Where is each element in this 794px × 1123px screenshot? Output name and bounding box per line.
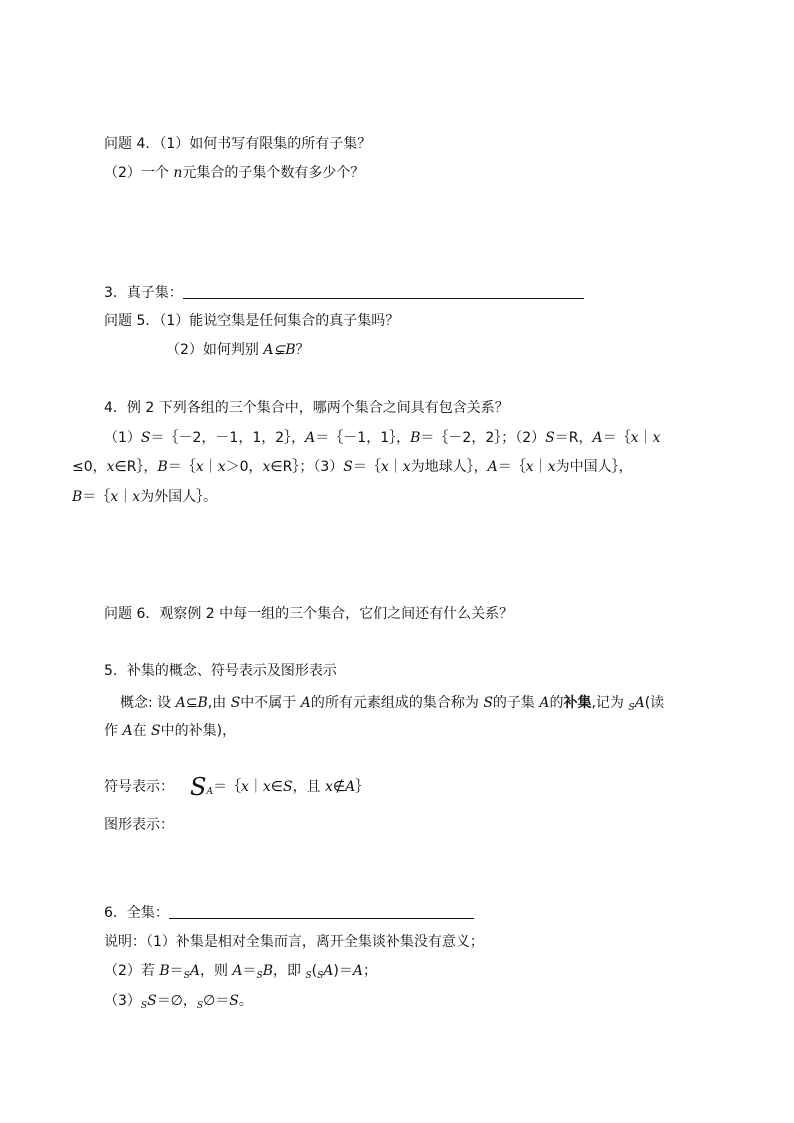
text-fragment: ⊆: [185, 695, 198, 711]
note-3: [104, 991, 253, 1016]
text-fragment: 为外国人｝。: [140, 489, 218, 505]
text-fragment: S: [140, 1001, 148, 1011]
text-fragment: ｜: [203, 459, 218, 475]
text-fragment: x: [240, 779, 249, 795]
text-fragment: 元集合的子集个数有多少个？: [182, 165, 365, 181]
text-fragment: ＝: [169, 963, 184, 979]
text-fragment: 图形表示：: [104, 817, 174, 833]
text-fragment: ｜: [118, 489, 133, 505]
text-fragment: x: [525, 459, 534, 475]
text-fragment: ＝｛－1，1｝，: [315, 430, 411, 446]
text-fragment: B: [410, 430, 421, 446]
text-fragment: ∈R｝，: [114, 459, 158, 475]
text-fragment: 问题 6．观察例 2 中每一组的三个集合，它们之间还有什么关系？: [104, 606, 514, 622]
text-fragment: A: [634, 695, 645, 711]
text-fragment: n: [173, 165, 183, 181]
text-fragment: B: [157, 459, 168, 475]
section-5-title: [104, 661, 337, 681]
complement-concept-line-2: [104, 721, 236, 741]
text-fragment: ∉: [332, 779, 346, 795]
text-fragment: 6．全集：: [104, 905, 169, 921]
text-fragment: B: [72, 489, 83, 505]
text-fragment: ，且: [292, 779, 326, 795]
text-fragment: x: [652, 430, 661, 446]
section-6-universal-set: [104, 903, 474, 923]
text-fragment: ∅＝: [203, 993, 230, 1009]
text-fragment: 符号表示：: [104, 779, 174, 795]
text-fragment: x: [630, 430, 639, 446]
text-fragment: A: [232, 963, 243, 979]
text-fragment: 4．例 2 下列各组的三个集合中，哪两个集合之间具有包含关系？: [104, 400, 509, 416]
text-fragment: ＝∅，: [156, 993, 197, 1009]
text-fragment: 在: [132, 723, 152, 739]
text-fragment: )＝: [333, 963, 353, 979]
note-2: [104, 961, 377, 986]
text-fragment: x: [380, 459, 389, 475]
text-fragment: ＝｛: [167, 459, 196, 475]
text-fragment: B: [262, 963, 273, 979]
text-fragment: S: [147, 993, 157, 1009]
text-fragment: ∈: [270, 779, 283, 795]
text-fragment: ＝: [242, 963, 257, 979]
text-fragment: S: [183, 971, 190, 981]
text-fragment: S: [545, 430, 555, 446]
text-fragment: S: [151, 723, 161, 739]
example-2-line-1: [104, 428, 660, 448]
text-fragment: ＝R，: [554, 430, 593, 446]
text-fragment: S: [229, 993, 239, 1009]
text-fragment: x: [110, 489, 119, 505]
text-fragment: B: [197, 695, 208, 711]
text-fragment: x: [547, 459, 556, 475]
fill-blank-line: [169, 904, 474, 919]
text-fragment: A⊊B: [263, 342, 296, 358]
text-fragment: x: [262, 779, 271, 795]
complement-concept-line-1: [120, 693, 664, 718]
text-fragment: 的子集: [492, 695, 540, 711]
section-4-example-title: [104, 398, 509, 418]
text-fragment: S: [282, 779, 293, 795]
text-fragment: S: [256, 971, 263, 981]
text-fragment: S: [317, 971, 324, 981]
text-fragment: x: [106, 459, 115, 475]
example-2-line-3: [72, 487, 217, 507]
text-fragment: S: [140, 430, 151, 446]
text-fragment: 问题 5．（1）能说空集是任何集合的真子集吗？: [104, 313, 400, 329]
text-fragment: 为中国人｝，: [555, 459, 633, 475]
text-fragment: x: [262, 459, 271, 475]
section-3-proper-subset: [104, 283, 584, 303]
text-fragment: x: [217, 459, 226, 475]
note-1: [104, 932, 484, 952]
text-fragment: ，即: [273, 963, 306, 979]
text-fragment: ？: [295, 342, 310, 358]
text-fragment: ＝｛: [212, 779, 241, 795]
text-fragment: A: [352, 963, 363, 979]
text-fragment: ,由: [207, 695, 231, 711]
text-fragment: S: [196, 1001, 204, 1011]
text-fragment: 的所有元素组成的集合称为: [310, 695, 484, 711]
text-fragment: (读: [644, 695, 665, 711]
question-5-part2: [166, 340, 310, 360]
text-fragment: 概念: 设: [120, 695, 176, 711]
text-fragment: ≤0，: [72, 459, 107, 475]
question-4-title: [104, 134, 371, 154]
text-fragment: 中不属于: [240, 695, 301, 711]
text-fragment: S: [483, 695, 493, 711]
text-fragment: A: [122, 723, 133, 739]
fill-blank-line: [183, 284, 584, 299]
text-fragment: （2）若: [104, 963, 160, 979]
text-fragment: ｜: [388, 459, 403, 475]
text-fragment: x: [325, 779, 333, 795]
text-fragment: ＝｛－2，－1，1，2｝，: [150, 430, 306, 446]
text-fragment: 5．补集的概念、符号表示及图形表示: [104, 663, 337, 679]
text-fragment: A: [206, 787, 213, 797]
text-fragment: ｜: [533, 459, 548, 475]
text-fragment: S: [305, 971, 312, 981]
text-fragment: ＝｛: [82, 489, 111, 505]
text-fragment: ＝｛: [352, 459, 381, 475]
text-fragment: B: [159, 963, 170, 979]
text-fragment: S: [343, 459, 353, 475]
text-fragment: 补集: [563, 695, 592, 711]
question-6-title: [104, 604, 513, 624]
text-fragment: A: [487, 459, 498, 475]
text-fragment: x: [132, 489, 141, 505]
text-fragment: 说明：（1）补集是相对全集而言，离开全集谈补集没有意义；: [104, 934, 484, 950]
text-fragment: ；: [362, 963, 377, 979]
text-fragment: （3）: [104, 993, 141, 1009]
text-fragment: A: [539, 695, 550, 711]
text-fragment: ＞0，: [225, 459, 263, 475]
text-fragment: A: [189, 963, 200, 979]
question-4-part2: [104, 163, 364, 183]
text-fragment: A: [592, 430, 603, 446]
text-fragment: A: [175, 695, 186, 711]
text-fragment: ｜: [248, 779, 263, 795]
complement-symbol-notation: [104, 774, 369, 805]
text-fragment: A: [323, 963, 334, 979]
text-fragment: 。: [238, 993, 253, 1009]
text-fragment: 3．真子集：: [104, 285, 183, 301]
text-fragment: 问题 4．（1）如何书写有限集的所有子集？: [104, 136, 372, 152]
text-fragment: 中的补集)，: [160, 723, 237, 739]
text-fragment: x: [402, 459, 411, 475]
text-fragment: S: [230, 695, 241, 711]
text-fragment: ＝｛: [602, 430, 631, 446]
text-fragment: 作: [104, 723, 123, 739]
text-fragment: ,记为: [591, 695, 629, 711]
text-fragment: 为地球人｝，: [410, 459, 488, 475]
text-fragment: ＝｛－2，2｝；（2）: [420, 430, 546, 446]
complement-symbol: S: [190, 773, 207, 801]
text-fragment: ｝: [355, 779, 370, 795]
text-fragment: A: [345, 779, 356, 795]
text-fragment: S: [628, 703, 635, 713]
text-fragment: A: [300, 695, 311, 711]
text-fragment: ＝｛: [497, 459, 526, 475]
text-fragment: A: [305, 430, 316, 446]
figure-representation-label: [104, 815, 174, 835]
text-fragment: （2）如何判别: [166, 342, 264, 358]
text-fragment: 的: [549, 695, 564, 711]
example-2-line-2: [72, 457, 633, 477]
text-fragment: ，则: [199, 963, 233, 979]
text-fragment: （1）: [104, 430, 141, 446]
text-fragment: ｜: [638, 430, 653, 446]
text-fragment: (: [311, 963, 318, 979]
text-fragment: （2）一个: [104, 165, 174, 181]
text-fragment: ∈R｝；（3）: [270, 459, 344, 475]
text-fragment: x: [195, 459, 204, 475]
question-5-title: [104, 311, 399, 331]
